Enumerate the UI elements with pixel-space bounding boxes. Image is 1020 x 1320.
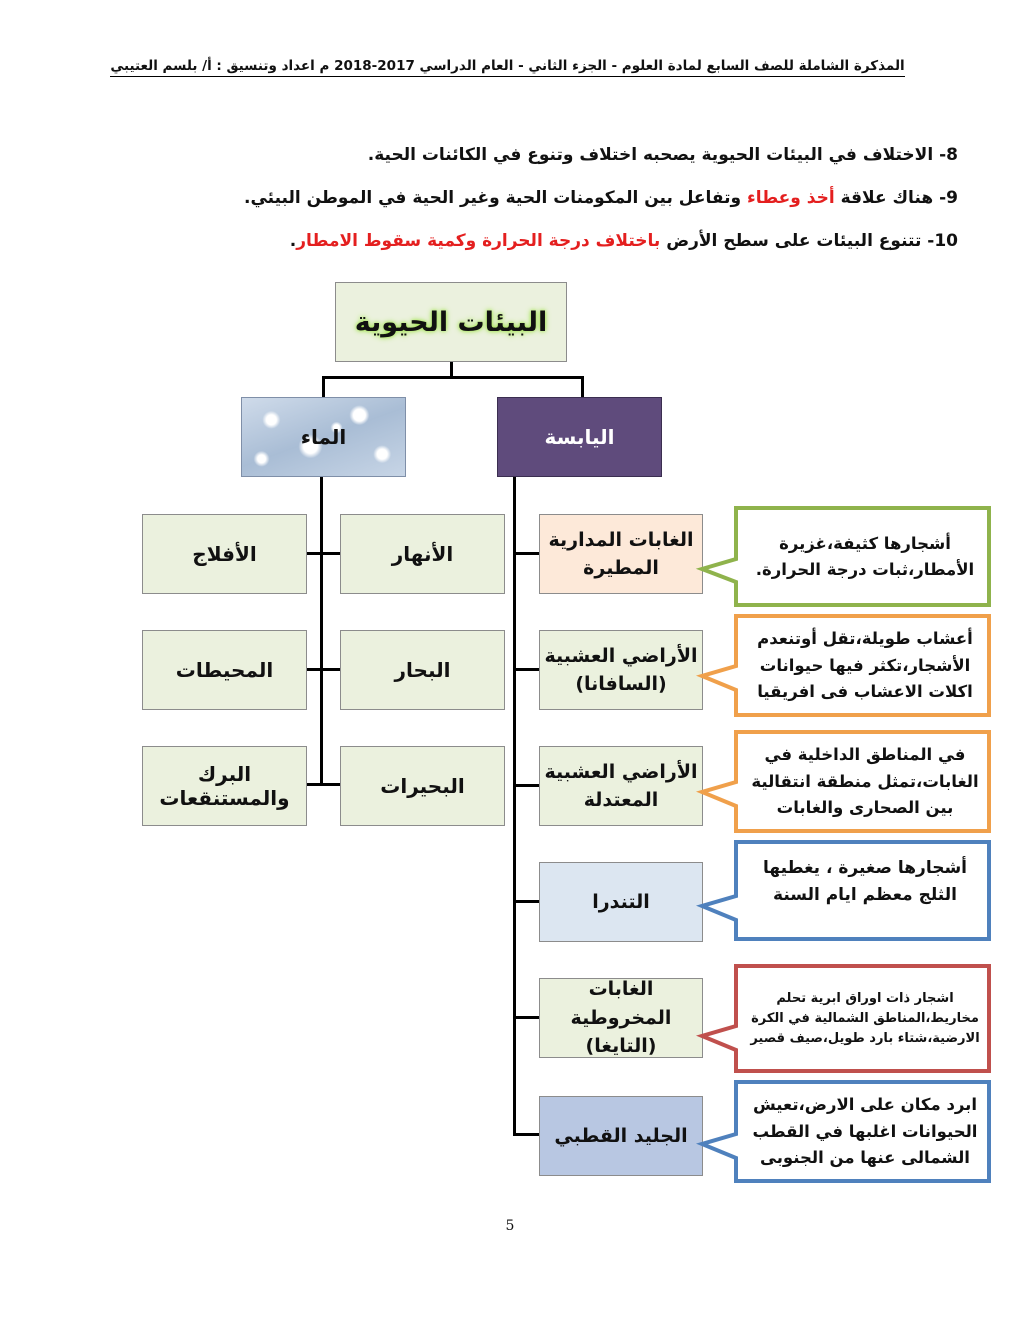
land-item-label: الجليد القطبي (554, 1124, 688, 1147)
land-label: اليابسة (544, 425, 615, 449)
point-text: . (289, 231, 297, 251)
land-item (539, 514, 703, 594)
callout-description (700, 964, 992, 1074)
water-item-label: الأفلاج (192, 542, 257, 566)
callout-description (700, 506, 992, 608)
callout-description (700, 614, 992, 718)
point-10 (238, 231, 958, 251)
land-item (539, 978, 703, 1058)
callout-text: ابرد مكان على الارض،تعيش الحيوانات اغلبها في القطب الشمالى عنها من الجنوبى (752, 1095, 978, 1168)
land-item-label: التندرا (592, 890, 650, 913)
water-branch (305, 783, 340, 786)
land-item (539, 746, 703, 826)
water-item-label: المحيطات (175, 658, 274, 682)
point-number: 8- (939, 145, 958, 165)
land-item-label: الغابات المدارية المطيرة (548, 528, 694, 579)
page-number: 5 (505, 1218, 515, 1234)
water-item (340, 630, 505, 710)
water-item-label: البرك والمستنقعات (159, 762, 290, 810)
water-item (142, 630, 307, 710)
land-item-label: الغابات المخروطية (التايغا) (570, 978, 672, 1058)
callout-description (700, 840, 992, 942)
land-item (539, 630, 703, 710)
water-item (142, 746, 307, 826)
level1-connector (322, 376, 583, 379)
callout-description (700, 1080, 992, 1184)
land-branch (513, 784, 539, 787)
land-trunk-line (513, 477, 516, 1136)
page-header: المذكرة الشاملة للصف السابع لمادة العلوم - الجزء الثاني - العام الدراسي 2017-2018 م اعداد وتنسيق : أ/ بلسم العتيبي (110, 58, 905, 77)
water-item (142, 514, 307, 594)
point-text: تتنوع البيئات على سطح الأرض (666, 231, 922, 251)
water-item (340, 746, 505, 826)
water-branch (305, 668, 340, 671)
point-text: الاختلاف في البيئات الحيوية يصحبه اختلاف وتنوع في الكائنات الحية. (367, 145, 934, 165)
water-branch (305, 552, 340, 555)
point-8 (238, 145, 958, 165)
land-branch (513, 900, 539, 903)
land-item (539, 1096, 703, 1176)
land-category (497, 397, 662, 477)
land-branch (513, 1016, 539, 1019)
water-label: الماء (300, 425, 347, 449)
land-branch (513, 552, 539, 555)
point-9 (238, 188, 958, 208)
land-item (539, 862, 703, 942)
point-number: 10- (927, 231, 958, 251)
water-item (340, 514, 505, 594)
water-item-label: البحيرات (380, 774, 465, 798)
callout-text: أشجارها صغيرة ، يغطيها الثلج معظم ايام السنة (762, 857, 967, 905)
callout-text: في المناطق الداخلية في الغابات،تمثل منطقة انتقالية بين الصحارى والغابات (751, 745, 979, 818)
water-item-label: البحار (394, 658, 451, 682)
root-label: البيئات الحيوية (354, 306, 548, 338)
land-branch (513, 668, 539, 671)
callout-description (700, 730, 992, 834)
callout-text: أعشاب طويلة،تقل أوتنعدم الأشجار،تكثر فيها حيوانات اكلات الاعشاب فى افريقيا (757, 629, 973, 702)
land-item-label: الأراضي العشبية المعتدلة (544, 760, 698, 811)
water-drop-line (322, 376, 325, 397)
point-number: 9- (939, 188, 958, 208)
water-trunk-line (320, 477, 323, 784)
water-item-label: الأنهار (391, 542, 454, 566)
water-category (241, 397, 406, 477)
point-highlight: أخذ وعطاء (747, 188, 835, 208)
callout-text: اشجار ذات اوراق ابرية تحلم مخاريط،المناطق الشمالية في الكرة الارضية،شتاء بارد طويل،صيف قصير (750, 990, 980, 1047)
point-text: وتفاعل بين المكومنات الحية وغير الحية في الموطن البيئي. (243, 188, 742, 208)
land-drop-line (581, 376, 584, 397)
point-text: هناك علاقة (840, 188, 934, 208)
point-highlight: باختلاف درجة الحرارة وكمية سقوط الامطار (296, 231, 661, 251)
land-item-label: الأراضي العشبية (السافانا) (544, 644, 698, 695)
land-branch (513, 1133, 539, 1136)
callout-text: أشجارها كثيفة،غزيرة الأمطار،ثبات درجة الحرارة. (755, 533, 975, 579)
diagram-root (335, 282, 567, 362)
